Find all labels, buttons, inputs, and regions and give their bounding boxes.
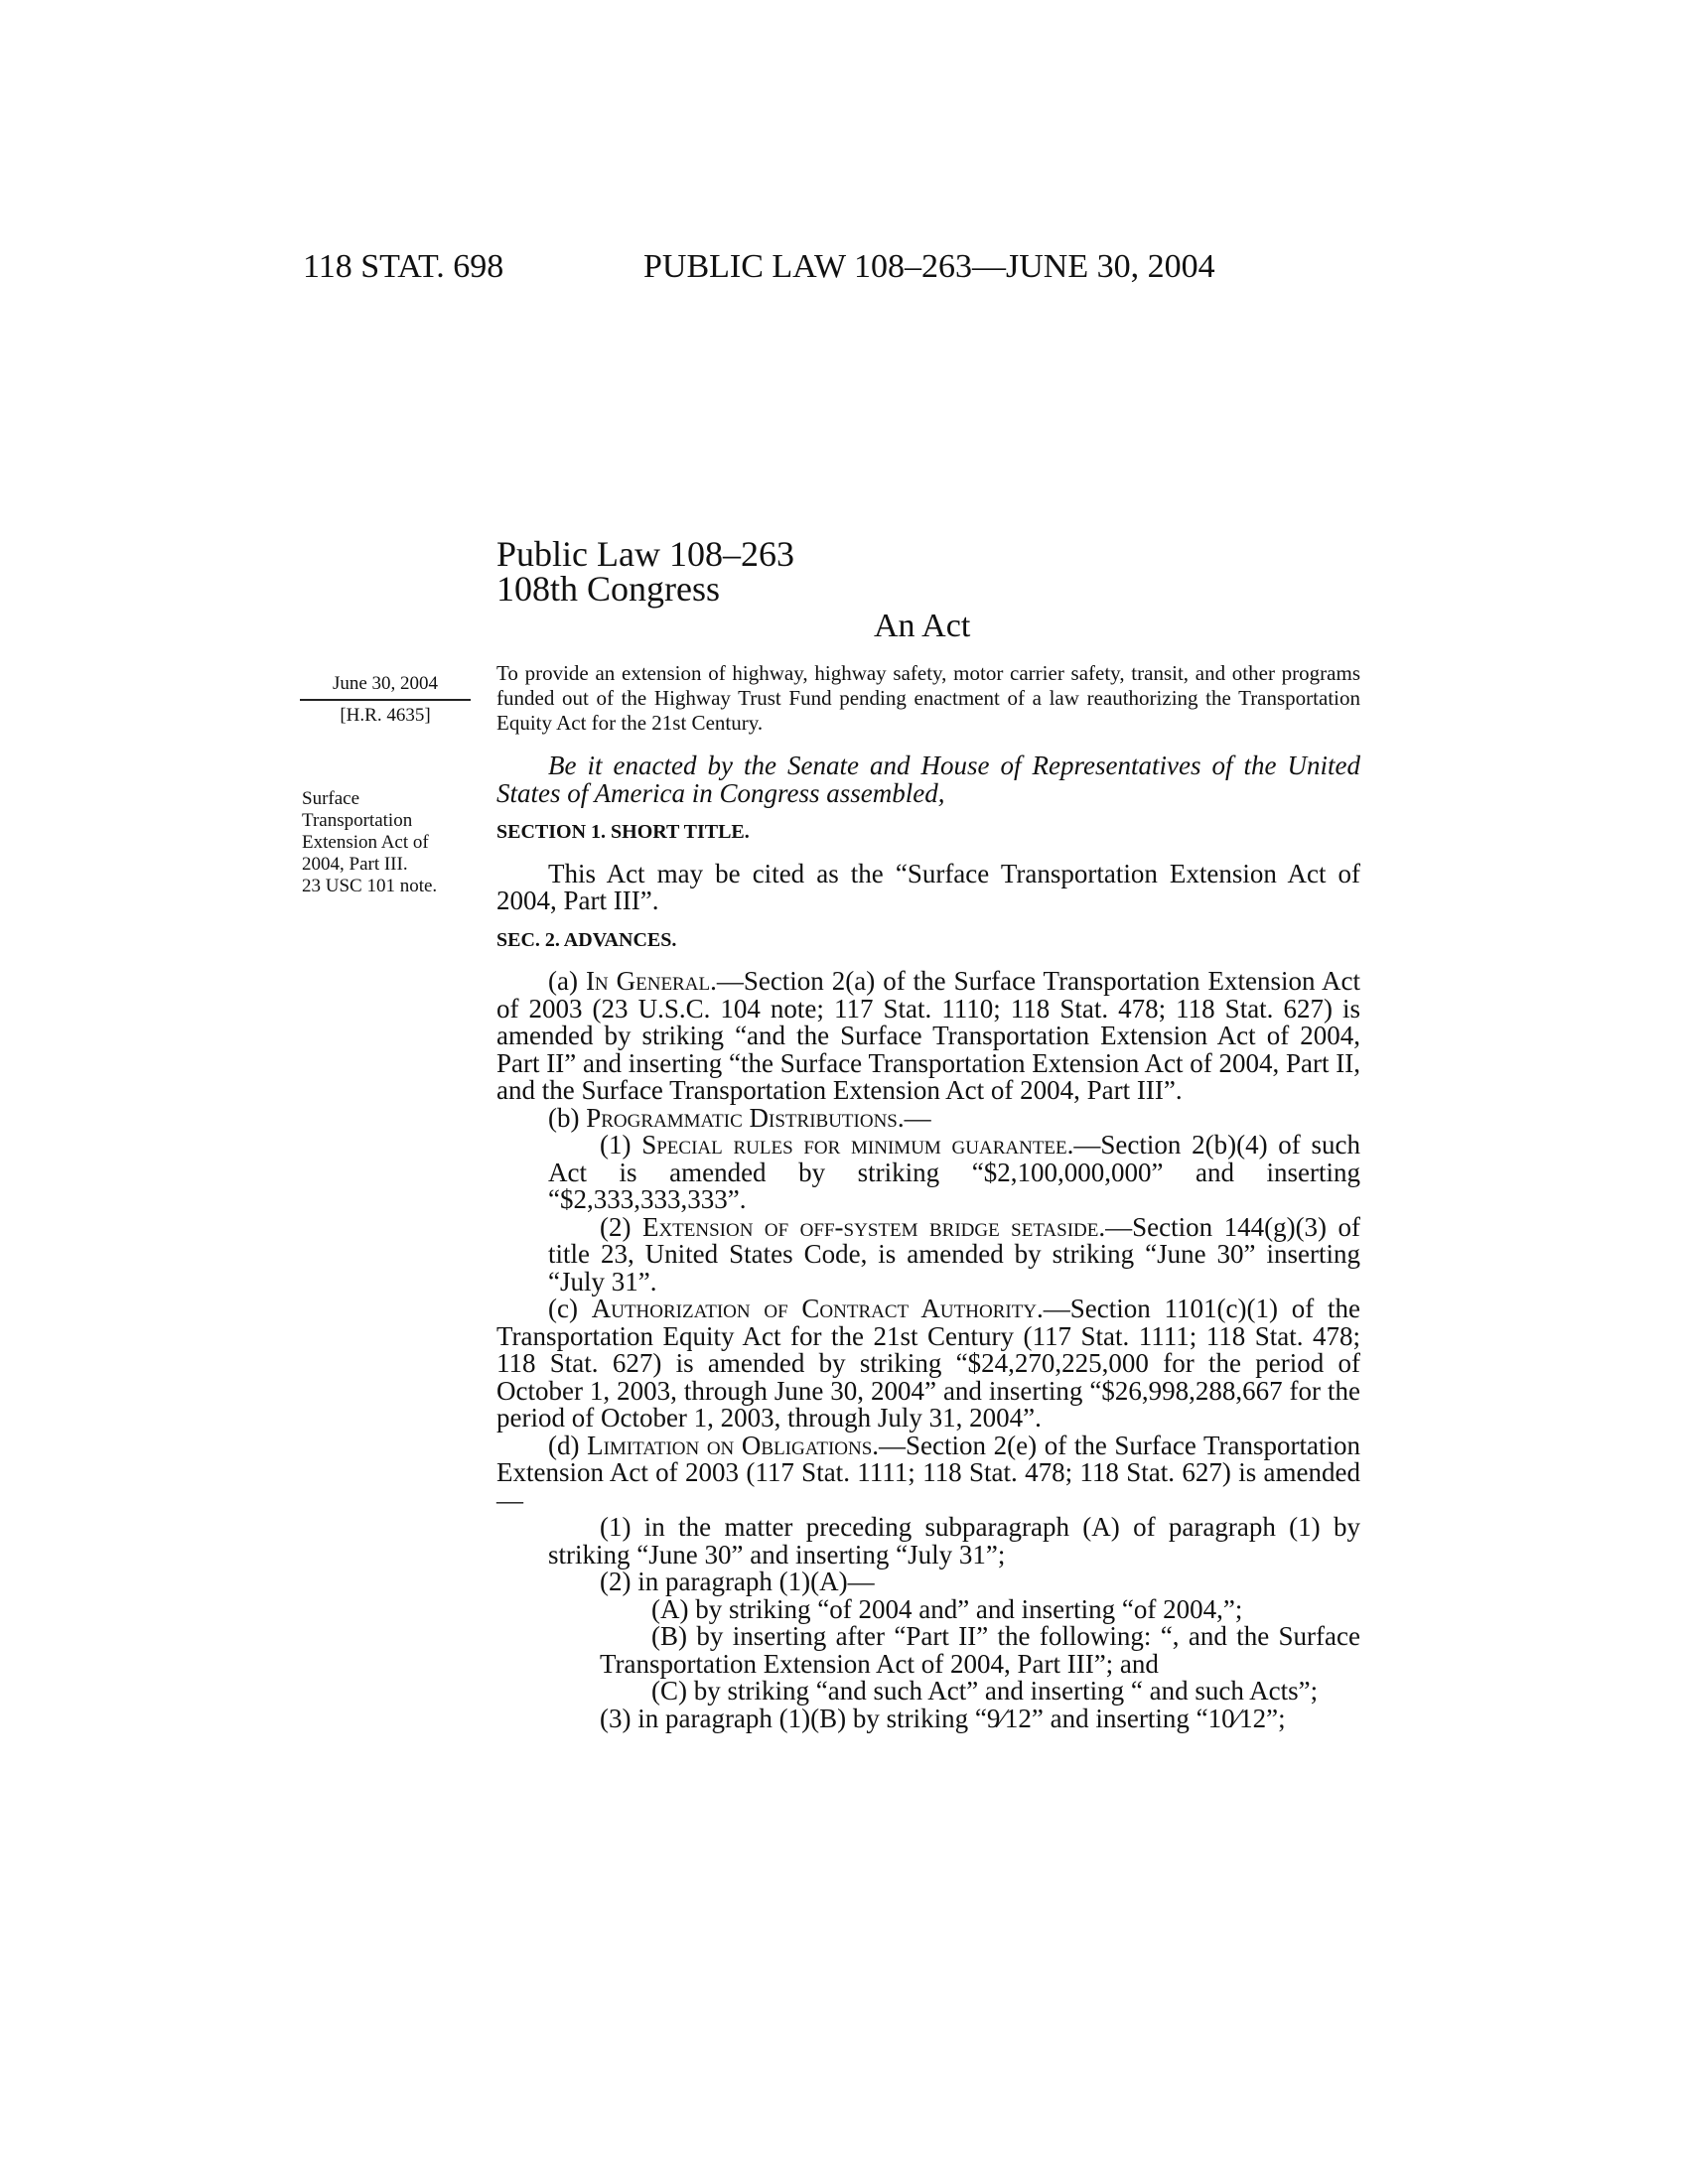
purpose-text: To provide an extension of highway, highway safety, motor carrier safety, transit, and other programs funded out of the Highway Trust Fund pending enactment of a law reauthorizing the Transportation Equity Act for the 21st Century. [496,661,1360,735]
subparagraph-d2C: (C) by striking “and such Act” and inserting “ and such Acts”; [651,1676,1319,1706]
paragraph-caption: Extension of off-system bridge setaside [641,1211,1099,1242]
subsection-d [496,1430,1360,1515]
enacting-clause: Be it enacted by the Senate and House of Representatives of the United States of America in Congress assembled, [496,751,1360,808]
subsection-caption: Programmatic Distributions [586,1102,898,1133]
paragraph-caption: Special rules for minimum guarantee [641,1130,1067,1160]
margin-note-line: Extension Act of [302,832,429,853]
paragraph-b2 [496,1211,1361,1297]
subsection-caption: In General [585,966,711,996]
subsection-text: .—Section 2(e) of the Surface Transportation Extension Act of 2003 (117 Stat. 1111; 118 Stat. 478; 118 Stat. 627) is amended— [496,1430,1360,1515]
purpose-clause [496,661,1360,736]
subsection-label: (c) [548,1294,592,1323]
subsection-caption: Limitation on Obligations [587,1430,873,1460]
subsection-label: (d) [548,1430,588,1460]
subsection-label: (a) [548,966,586,996]
subsection-b [496,1102,1360,1133]
margin-note-line: 2004, Part III. [302,854,408,875]
law-body [496,752,1360,1732]
congress-number: 108th Congress [496,569,720,609]
subparagraph-d2B: (B) by inserting after “Part II” the following: “, and the Surface Transportation Extension Act of 2004, Part III”; and [600,1621,1360,1679]
paragraph-text: .—Section 144(g)(3) of title 23, United States Code, is amended by striking “June 30” inserting “July 31”. [548,1211,1361,1297]
section-1-text: This Act may be cited as the “Surface Transportation Extension Act of 2004, Part III”. [496,858,1360,915]
paragraph-text: .—Section 2(b)(4) of such Act is amended by striking “$2,100,000,000” and inserting “$2,333,333,333”. [548,1130,1361,1214]
margin-note-line: 23 USC 101 note. [302,876,438,896]
act-label: An Act [874,608,971,644]
margin-rule [300,699,471,701]
subsection-text: .—Section 1101(c)(1) of the Transportation Equity Act for the 21st Century (117 Stat. 1111; 118 Stat. 478; 118 Stat. 627) is amended by striking “$24,270,225,000 for the period of October 1, 2003, through June 30, 2004” and inserting “$26,998,288,667 for the period of October 1, 2003, through July 31, 2004”. [496,1294,1360,1433]
margin-bill-number: [H.R. 4635] [340,705,431,726]
subsection-text: .—Section 2(a) of the Surface Transportation Extension Act of 2003 (23 U.S.C. 104 note; 117 Stat. 1110; 118 Stat. 478; 118 Stat. 627) is amended by striking “and the Surface Transportation Extension Act of 2004, Part II” and inserting “the Surface Transportation Extension Act of 2004, Part II, and the Surface Transportation Extension Act of 2004, Part III”. [496,966,1360,1105]
running-title: PUBLIC LAW 108–263—JUNE 30, 2004 [643,248,1215,285]
subsection-text: .— [897,1102,931,1133]
paragraph-d1: (1) in the matter preceding subparagraph (A) of paragraph (1) by striking “June 30” and inserting “July 31”; [548,1512,1360,1570]
subsection-label: (b) [548,1102,587,1133]
paragraph-label: (1) [600,1130,642,1160]
section-1-heading: SECTION 1. SHORT TITLE. [496,821,750,843]
subsection-caption: Authorization of Contract Authority [591,1294,1038,1323]
section-2-heading: SEC. 2. ADVANCES. [496,928,677,951]
paragraph-label: (2) [600,1211,642,1242]
subsection-c [496,1296,1360,1433]
subparagraph-d2A: (A) by striking “of 2004 and” and inserting “of 2004,”; [651,1593,1243,1624]
paragraph-b1 [496,1132,1360,1214]
law-number: Public Law 108–263 [496,534,794,574]
paragraph-d3: (3) in paragraph (1)(B) by striking “9⁄12” and inserting “10⁄12”; [600,1703,1286,1733]
margin-note-line: Transportation [302,810,413,831]
stat-page-reference: 118 STAT. 698 [303,248,504,285]
margin-note-line: Surface [302,788,360,809]
paragraph-d2: (2) in paragraph (1)(A)— [600,1567,875,1596]
subsection-a [496,968,1360,1105]
margin-date: June 30, 2004 [332,673,439,694]
margin-short-title-note [302,788,437,897]
